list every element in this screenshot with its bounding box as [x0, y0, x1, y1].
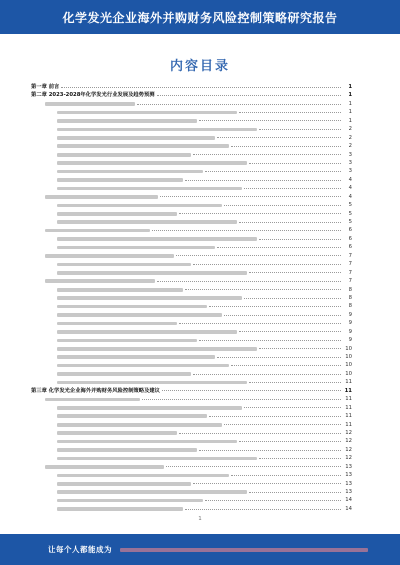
toc-entry-page: 13 — [345, 463, 352, 470]
toc-entry-page: 11 — [345, 396, 352, 403]
toc-entry-title-illegible — [57, 372, 191, 376]
toc-entry-title: 第二章 2023-2028年化学发光行业发展及趋势预测 — [31, 92, 155, 99]
toc-entry-page: 6 — [348, 244, 352, 251]
toc-entry-page: 11 — [345, 379, 352, 386]
toc-leader-dots — [162, 390, 341, 391]
toc-entry-page: 1 — [348, 109, 352, 116]
toc-entry-page: 7 — [348, 252, 352, 259]
toc-entry[interactable] — [31, 311, 352, 319]
toc-leader-dots — [259, 239, 341, 240]
toc-entry-title-illegible — [57, 136, 215, 140]
toc-leader-dots — [157, 281, 341, 282]
toc-entry[interactable] — [31, 108, 352, 116]
toc-entry-title-illegible — [57, 263, 191, 267]
toc-entry[interactable] — [31, 345, 352, 353]
toc-leader-dots — [142, 399, 341, 400]
toc-entry-page: 6 — [348, 235, 352, 242]
toc-entry-title-illegible — [45, 279, 155, 283]
toc-entry-page: 10 — [345, 362, 352, 369]
toc-entry-title-illegible — [57, 381, 247, 385]
toc-entry-page: 14 — [345, 505, 352, 512]
toc-leader-dots — [193, 264, 341, 265]
toc-entry-page: 10 — [345, 345, 352, 352]
toc-leader-dots — [179, 213, 341, 214]
toc-entry-title-illegible — [57, 364, 229, 368]
toc-leader-dots — [244, 298, 341, 299]
toc-leader-dots — [249, 163, 341, 164]
toc-leader-dots — [259, 348, 341, 349]
toc-entry-page: 5 — [348, 210, 352, 217]
toc-entry[interactable] — [31, 378, 352, 386]
footer-tagline-illegible — [120, 548, 368, 552]
toc-entry[interactable] — [31, 480, 352, 488]
toc-entry[interactable] — [31, 151, 352, 159]
toc-entry[interactable] — [31, 184, 352, 192]
toc-leader-dots — [217, 137, 341, 138]
toc-entry-title-illegible — [45, 195, 158, 199]
footer-band — [0, 534, 400, 565]
toc-entry[interactable] — [31, 277, 352, 285]
toc-entry-page: 9 — [348, 337, 352, 344]
page-number: 1 — [198, 516, 202, 522]
toc-entry-page: 5 — [348, 202, 352, 209]
toc-entry-title-illegible — [45, 465, 164, 469]
toc-entry[interactable] — [31, 463, 352, 471]
toc-leader-dots — [249, 492, 341, 493]
toc-entry[interactable] — [31, 269, 352, 277]
toc-entry-title-illegible — [57, 414, 207, 418]
toc-leader-dots — [217, 357, 341, 358]
toc-entry-title-illegible — [57, 406, 242, 410]
toc-entry-title-illegible — [57, 237, 257, 241]
toc-leader-dots — [137, 104, 341, 105]
toc-entry-page: 2 — [348, 126, 352, 133]
toc-entry-title-illegible — [45, 102, 135, 106]
toc-entry[interactable] — [31, 176, 352, 184]
toc-entry-title-illegible — [45, 398, 140, 402]
toc-entry-page: 10 — [345, 354, 352, 360]
toc-entry-page: 9 — [348, 311, 352, 318]
toc-entry[interactable] — [31, 412, 352, 420]
toc-entry-title-illegible — [57, 499, 203, 503]
toc-entry-page: 11 — [345, 404, 352, 411]
toc-entry-title-illegible — [57, 322, 177, 326]
toc-entry[interactable] — [31, 125, 352, 133]
toc-leader-dots — [179, 433, 341, 434]
toc-leader-dots — [152, 230, 341, 231]
toc-entry[interactable] — [31, 454, 352, 462]
toc-entry-page: 11 — [345, 421, 352, 428]
toc-entry[interactable] — [31, 496, 352, 504]
toc-entry-title-illegible — [57, 431, 177, 435]
toc-entry[interactable] — [31, 91, 352, 99]
toc-entry[interactable] — [31, 421, 352, 429]
toc-entry[interactable] — [31, 142, 352, 150]
toc-entry[interactable] — [31, 193, 352, 201]
toc-leader-dots — [259, 458, 341, 459]
toc-entry-title-illegible — [57, 482, 191, 486]
toc-leader-dots — [160, 196, 341, 197]
toc-entry-page: 13 — [345, 489, 352, 495]
toc-leader-dots — [239, 441, 341, 442]
toc-entry-title-illegible — [57, 296, 242, 300]
toc-entry-title-illegible — [57, 246, 215, 250]
toc-entry-page: 4 — [348, 193, 352, 200]
toc-entry[interactable] — [31, 218, 352, 226]
toc-leader-dots — [199, 120, 341, 121]
toc-entry[interactable] — [31, 167, 352, 175]
toc-entry-title-illegible — [45, 229, 150, 233]
toc-entry-page: 6 — [348, 227, 352, 234]
toc-entry-page: 8 — [348, 294, 352, 301]
toc-entry[interactable] — [31, 446, 352, 454]
toc-leader-dots — [244, 188, 341, 189]
toc-entry-title-illegible — [57, 204, 222, 208]
toc-entry-title-illegible — [57, 161, 247, 165]
toc-leader-dots — [249, 272, 341, 273]
toc-entry[interactable] — [31, 404, 352, 412]
toc-entry[interactable] — [31, 319, 352, 327]
toc-entry-title-illegible — [57, 490, 247, 494]
toc-entry-page: 8 — [348, 303, 352, 310]
toc-entry-page: 12 — [345, 429, 352, 436]
toc-leader-dots — [239, 331, 341, 332]
toc-leader-dots — [179, 323, 341, 324]
toc-leader-dots — [249, 382, 341, 383]
toc-entry-title-illegible — [57, 457, 257, 461]
toc-entry-page: 1 — [348, 84, 352, 90]
toc-leader-dots — [231, 365, 341, 366]
toc-entry[interactable] — [31, 488, 352, 496]
toc-entry[interactable] — [31, 294, 352, 302]
toc-entry-title-illegible — [57, 313, 222, 317]
toc-entry-page: 11 — [345, 413, 352, 420]
toc-entry-page: 1 — [348, 100, 352, 107]
toc-leader-dots — [193, 154, 341, 155]
toc-entry-title-illegible — [57, 220, 237, 224]
toc-entry[interactable] — [31, 134, 352, 142]
toc-leader-dots — [176, 255, 341, 256]
toc-entry[interactable] — [31, 437, 352, 445]
toc-entry-title-illegible — [57, 170, 203, 174]
toc-entry-page: 11 — [344, 387, 352, 394]
toc-entry-page: 9 — [348, 320, 352, 327]
toc-entry-title-illegible — [57, 271, 247, 275]
toc-entry[interactable] — [31, 260, 352, 268]
toc-entry[interactable] — [31, 302, 352, 310]
toc-entry[interactable] — [31, 471, 352, 479]
toc-leader-dots — [231, 475, 341, 476]
toc-entry-title-illegible — [57, 178, 183, 182]
toc-leader-dots — [166, 466, 341, 467]
toc-entry-title-illegible — [57, 305, 207, 309]
toc-entry[interactable] — [31, 429, 352, 437]
toc-entry-page: 3 — [348, 151, 352, 158]
toc-entry-title-illegible — [57, 144, 229, 148]
toc-entry-title-illegible — [57, 440, 237, 444]
toc-entry-page: 9 — [348, 328, 352, 335]
toc-entry-title-illegible — [57, 111, 237, 115]
toc-leader-dots — [185, 289, 341, 290]
toc-leader-dots — [239, 112, 341, 113]
toc-leader-dots — [185, 180, 341, 181]
toc-leader-dots — [224, 205, 341, 206]
toc-entry[interactable] — [31, 370, 352, 378]
toc-entry-page: 12 — [345, 446, 352, 453]
toc-entry-page: 7 — [348, 269, 352, 276]
toc-entry[interactable] — [31, 243, 352, 251]
footer-label: 让每个人都能成为 — [48, 545, 112, 554]
toc-entry[interactable] — [31, 336, 352, 344]
toc-entry-page: 3 — [348, 159, 352, 166]
toc-entry-page: 13 — [345, 480, 352, 487]
toc-entry-title-illegible — [57, 187, 242, 191]
toc-entry-title-illegible — [57, 339, 197, 343]
toc-entry-title-illegible — [57, 119, 197, 123]
toc-entry-page: 13 — [345, 472, 352, 479]
toc-entry[interactable] — [31, 226, 352, 234]
toc-leader-dots — [217, 247, 341, 248]
toc-leader-dots — [224, 315, 341, 316]
toc-leader-dots — [157, 95, 341, 96]
toc-leader-dots — [231, 146, 341, 147]
toc-entry-title-illegible — [57, 474, 229, 478]
toc-entry-page: 5 — [348, 219, 352, 225]
toc-entry-page: 2 — [348, 134, 352, 141]
toc-entry[interactable] — [31, 100, 352, 108]
toc-leader-dots — [209, 306, 341, 307]
toc-entry-page: 12 — [345, 455, 352, 462]
toc-entry[interactable] — [31, 286, 352, 294]
toc-leader-dots — [244, 407, 341, 408]
toc-leader-dots — [199, 450, 341, 451]
toc-entry[interactable] — [31, 361, 352, 369]
toc-entry[interactable] — [31, 387, 352, 395]
toc-leader-dots — [259, 129, 341, 130]
toc-entry[interactable] — [31, 117, 352, 125]
toc-leader-dots — [199, 340, 341, 341]
toc-entry-title-illegible — [57, 423, 222, 427]
toc-entry-page: 1 — [348, 92, 352, 99]
toc-entry[interactable] — [31, 395, 352, 403]
toc-entry-title-illegible — [57, 128, 257, 132]
toc-entry-title: 第三章 化学发光企业海外并购财务风险控制策略及建议 — [31, 387, 160, 394]
toc-entry-title-illegible — [57, 507, 183, 511]
toc-entry-title-illegible — [45, 254, 174, 258]
table-of-contents — [31, 83, 352, 513]
toc-heading: 内容目录 — [169, 59, 230, 74]
toc-entry[interactable] — [31, 252, 352, 260]
toc-entry-title-illegible — [57, 330, 237, 334]
toc-leader-dots — [193, 374, 341, 375]
toc-entry[interactable] — [31, 83, 352, 91]
toc-entry-title-illegible — [57, 448, 197, 452]
toc-entry-page: 14 — [345, 497, 352, 504]
toc-entry-page: 7 — [348, 261, 352, 268]
toc-entry[interactable] — [31, 353, 352, 361]
toc-entry-page: 2 — [348, 143, 352, 150]
toc-entry-page: 10 — [345, 370, 352, 377]
toc-entry[interactable] — [31, 328, 352, 336]
toc-leader-dots — [205, 171, 341, 172]
toc-entry-page: 1 — [348, 117, 352, 124]
toc-entry-page: 3 — [348, 168, 352, 175]
toc-entry-title-illegible — [57, 355, 215, 359]
toc-entry[interactable] — [31, 505, 352, 513]
toc-entry[interactable] — [31, 210, 352, 218]
toc-entry-title-illegible — [57, 212, 177, 216]
toc-leader-dots — [239, 222, 341, 223]
toc-entry[interactable] — [31, 159, 352, 167]
toc-entry-title-illegible — [57, 153, 191, 157]
toc-leader-dots — [61, 87, 341, 88]
toc-entry-page: 12 — [345, 438, 352, 445]
toc-entry-title: 第一章 前言 — [31, 84, 60, 90]
toc-entry-page: 4 — [348, 185, 352, 192]
toc-entry-page: 8 — [348, 286, 352, 293]
toc-entry-title-illegible — [57, 288, 183, 292]
report-title: 化学发光企业海外并购财务风险控制策略研究报告 — [62, 11, 338, 25]
toc-leader-dots — [224, 424, 341, 425]
toc-entry-page: 7 — [348, 278, 352, 285]
toc-leader-dots — [205, 500, 341, 501]
toc-entry-page: 4 — [348, 176, 352, 183]
toc-leader-dots — [209, 416, 341, 417]
toc-entry[interactable] — [31, 201, 352, 209]
toc-entry[interactable] — [31, 235, 352, 243]
toc-leader-dots — [185, 509, 341, 510]
toc-leader-dots — [193, 483, 341, 484]
toc-entry-title-illegible — [57, 347, 257, 351]
footer-content — [48, 544, 368, 555]
header-band — [0, 0, 400, 34]
